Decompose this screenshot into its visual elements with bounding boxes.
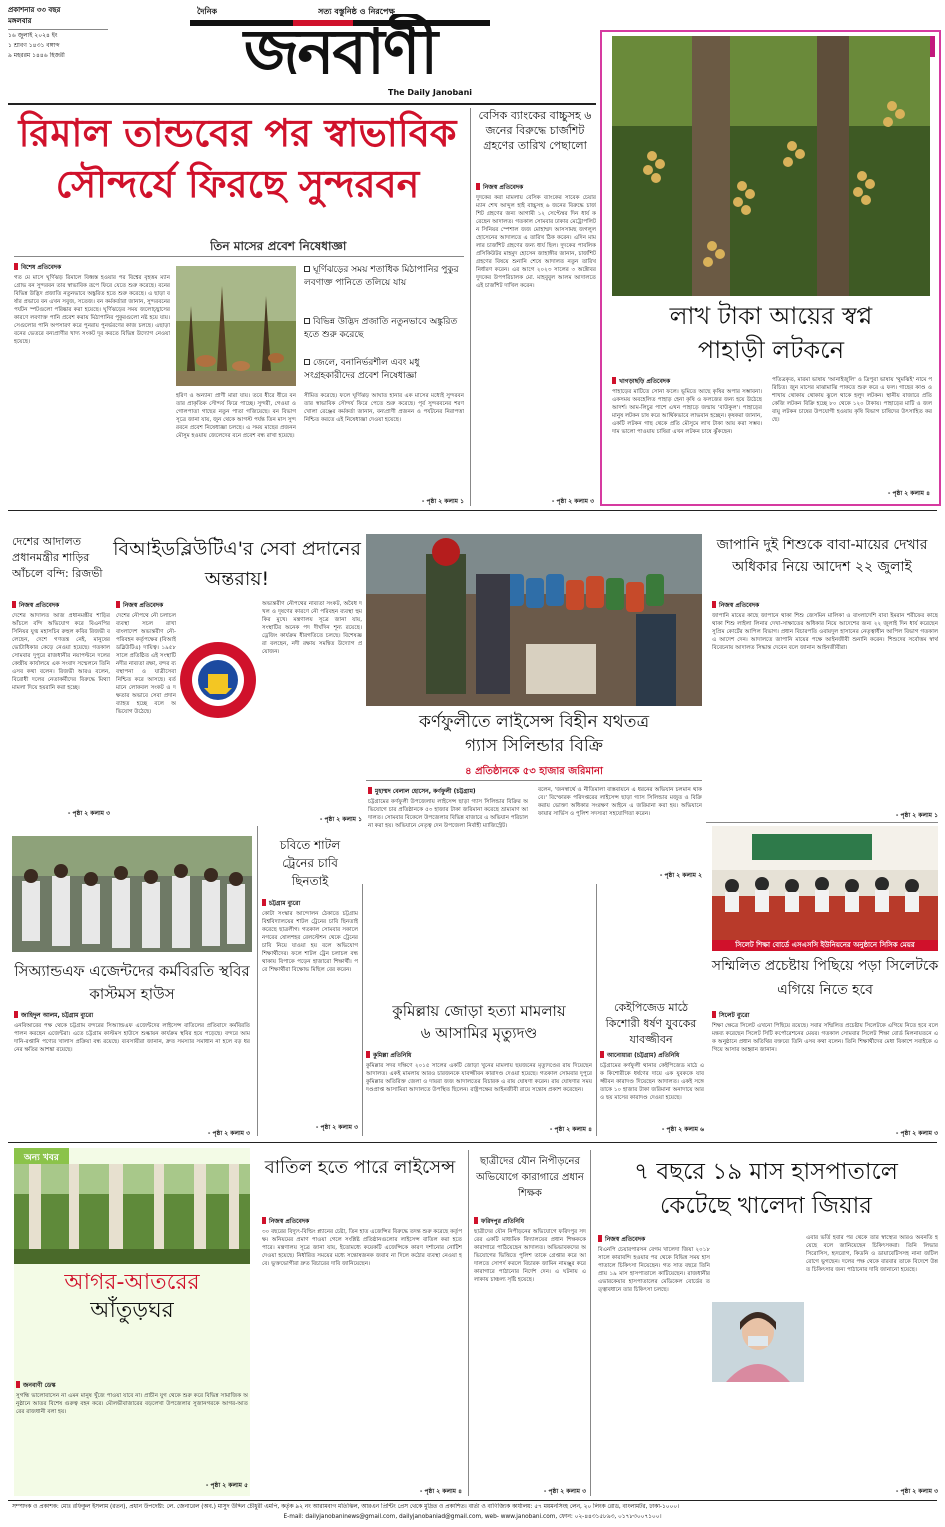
date-hijri: ৯ মহররম ১৪৪৬ হিজরী — [8, 52, 65, 59]
highlight-text: জেলে, বনানির্ভরশীল এবং মধু সংগ্রহকারীদের প্রবেশ নিষেধাজ্ঞা — [304, 358, 420, 381]
krishi-reporter: খাগড়াছড়ি প্রতিবেদক — [612, 376, 762, 387]
license-reporter: নিজস্ব প্রতিবেদক — [262, 1216, 412, 1227]
kpi-headline: কেইপিজেড মাঠে কিশোরী ধর্ষণ যুবকের যাবজ্জীবন — [605, 1001, 697, 1046]
gas-headline-2: গ্যাস সিলিন্ডার বিক্রি — [465, 736, 603, 756]
footer-rule — [8, 1500, 937, 1501]
chabi-headline: চবিতে শাটল ট্রেনের চাবি ছিনতাই — [279, 838, 341, 888]
highlight-item — [304, 264, 469, 290]
rizvi-reporter: নিজস্ব প্রতিবেদক — [12, 600, 110, 611]
gas-body-a: চট্টগ্রামের কর্ণফুলী উপজেলায় লাইসেন্স ছাড়া গ্যাস সিলিন্ডার বিক্রির অভিযোগে চার প্রতিষ্ঠানকে ৫৩ হাজার টাকা জরিমানা করেছে ভ্রাম্যমাণ আদালত। সোমবার বিকেলে উপজেলার বিভিন্ন বাজারে এ অভিযান পরিচালনা করা হয়। অভিযানে নেতৃত্ব দেন উপজেলা নির্বাহী ম্যাজিস্ট্রেট। — [368, 799, 528, 829]
section-rule — [8, 510, 937, 511]
khaleda-headline-2: কেটেছে খালেদা জিয়ার — [660, 1193, 872, 1219]
japan-reporter: নিজস্ব প্রতিবেদক — [712, 600, 862, 611]
jouna-headline: ছাত্রীদের যৌন নিপীড়নের অভিযোগে কারাগারে প্রধান শিক্ষক — [476, 1156, 584, 1199]
jouna-reporter: ফরিদপুর প্রতিনিধি — [474, 1216, 586, 1227]
highlight-text: বিভিন্ন উদ্ভিদ প্রজাতি নতুনভাবে অঙ্কুরিত হতে শুরু করেছে — [304, 317, 458, 340]
logo-text: জনবাণী — [243, 15, 437, 88]
sylhet-photo — [712, 826, 938, 940]
rizvi-body: দেশের আদালত আজ প্রধানমন্ত্রীর শাড়ির আঁচলে বন্দি অভিযোগ করে বিএনপির সিনিয়র যুগ্ম মহাসচিব রুহুল কবির রিজভী বলেছেন, দেশে গণতন্ত্র নেই, মানুষের ভোটাধিকার কেড়ে নেওয়া হয়েছে। গতকাল সোমবার দুপুরে রাজধানীর নয়াপল্টনে দলের কেন্দ্রীয় কার্যালয়ে এক সংবাদ সম্মেলনে তিনি এসব কথা বলেন। রিজভী আরও বলেন, বিরোধী দলের নেতাকর্মীদের বিরুদ্ধে মিথ্যা মামলা দিয়ে হয়রানি করা হচ্ছে। — [12, 613, 110, 691]
kpi-reporter: আনোয়ারা (চট্টগ্রাম) প্রতিনিধি — [600, 1050, 704, 1061]
col-divider — [257, 826, 258, 1136]
agar-tag: অন্য খবর — [14, 1148, 69, 1167]
footer-imprint: সম্পাদক ও প্রকাশক: মোঃ রফিকুল ইসলাম (রতন), প্রধান উপদেষ্টা: লে. জেনারেল (অব.) মাসুদ উদ্দিন চৌধুরী এমপি, কর্তৃক ৯২ নং আরামবাগ মতিঝিল, আরএন প্রিন্টিং প্রেস থেকে মুদ্রিত ও প্রকাশিত। বার্তা ও বাণিজ্যিক কার্যালয়: ৫৭ ময়মনসিংহ লেন, ২০ লিংক রোড, বাংলামটর, ঢাকা-১০০০। — [12, 1504, 680, 1510]
lead-headline-line2: সৌন্দর্যে ফিরছে সুন্দরবন — [55, 162, 420, 206]
khaleda-body-b: এবার ভর্তি হবার পর থেকে তার স্বাস্থ্যের আরও অবনতি হয়েছে বলে জানিয়েছেন চিকিৎসকরা। তিনি লিভার সিরোসিস, হৃদরোগ, কিডনি ও ডায়াবেটিসসহ নানা জটিল রোগে ভুগছেন। দলের পক্ষ থেকে বারবার তাকে বিদেশে উন্নত চিকিৎসার জন্য পাঠানোর দাবি জানানো হয়েছে। — [806, 1235, 938, 1273]
customs-headline: সিঅ্যান্ডএফ এজেন্টদের কর্মবিরতি স্থবির কাস্টমস হাউস — [14, 962, 250, 1003]
sylhet-reporter: সিলেট ব্যুরো — [712, 1010, 862, 1021]
lead-headline — [10, 108, 465, 218]
jouna-continue: - পৃষ্ঠা ২ কলাম ৩ — [543, 1488, 586, 1495]
highlight-text: ঘূর্ণিঝড়ের সময় শতাধিক মিঠাপানির পুকুর লবণাক্ত পানিতে তলিয়ে যায় — [304, 265, 459, 288]
japan-headline: জাপানি দুই শিশুকে বাবা-মায়ের দেখার অধিকার নিয়ে আদেশ ২২ জুলাই — [716, 537, 928, 575]
date-english: ১৬ জুলাই ২০২৪ ইং — [8, 32, 58, 39]
highlight-item — [304, 357, 469, 383]
col-divider — [596, 884, 597, 1136]
lead-headline-line1: রিমাল তান্ডবের পর স্বাভাবিক — [18, 111, 457, 155]
biwta-reporter: নিজস্ব প্রতিবেদক — [116, 600, 236, 611]
kpi-body: চট্টগ্রামের কর্ণফুলী থানার কেইপিজেড মাঠে এক কিশোরীকে ধর্ষণের দায়ে এক যুবককে যাবজ্জীবন কারাদণ্ড দিয়েছেন আদালত। একই সঙ্গে তাকে ১০ হাজার টাকা জরিমানা অনাদায়ে আরও ছয় মাসের কারাদণ্ড দেওয়া হয়েছে। — [600, 1063, 704, 1101]
comilla-body: কুমিল্লার সদর দক্ষিণে ২০১৫ সালের একটি জোড়া খুনের মামলায় ছয়জনের মৃত্যুদণ্ডের রায় দিয়েছেন আদালত। একই মামলায় আরও চারজনকে যাবজ্জীবন কারাদণ্ড দেওয়া হয়েছে। গতকাল সোমবার দুপুরে কুমিল্লার অতিরিক্ত জেলা ও দায়রা জজ আদালতের বিচারক এ রায় ঘোষণা করেন। রায় ঘোষণার সময় দণ্ডপ্রাপ্ত আসামিরা আদালতে উপস্থিত ছিলেন। রাষ্ট্রপক্ষের আইনজীবী রায়ে সন্তোষ প্রকাশ করেছেন। — [366, 1063, 592, 1093]
lead-body-c: সীমিত করেছে। ফলে ঘূর্ণিঝড় আঘাত হানার এক মাসের মধ্যেই সুন্দরবন তার স্বাভাবিক সৌন্দর্য ফিরে পেতে শুরু করেছে। পূর্ব সুন্দরবনের শরণখোলা রেঞ্জের কর্মকর্তা জানান, বন্যপ্রাণী প্রজনন ও পর্যটনের নিরাপত্তা নিশ্চিত করতে এই নিষেধাজ্ঞা দেওয়া হয়েছে। — [304, 393, 464, 423]
footer-contact: E-mail: dailyjanobaninews@gmail.com, dailyjanobaniad@gmail.com, web- www.janobani.com, ফোন: ০২-৪৪৩১৫৮৯৩, ০১৭৮৩০০৭১০০। — [283, 1514, 662, 1520]
date-bangla: ১ শ্রাবণ ১৪৩১ বঙ্গাব্দ — [8, 42, 60, 49]
gas-subhead: ৪ প্রতিষ্ঠানকে ৫৩ হাজার জরিমানা — [465, 766, 603, 777]
license-continue: - পৃষ্ঠা ২ কলাম ৪ — [419, 1488, 462, 1495]
khaleda-reporter: নিজস্ব প্রতিবেদক — [598, 1234, 708, 1245]
daily-label: দৈনিক — [197, 7, 218, 16]
chabi-body: কোটা সংস্কার আন্দোলন ঠেকাতে চট্টগ্রাম বিশ্ববিদ্যালয়ের শাটল ট্রেনের চাবি ছিনতাই করেছে ছাত্রলীগ। গতকাল সোমবার সকালে নগরের ষোলশহর রেলস্টেশন থেকে ট্রেনের চাবি নিয়ে যাওয়া হয় বলে অভিযোগ শিক্ষার্থীদের। ফলে শাটল ট্রেন চলাচল বন্ধ থাকায় বিপাকে পড়েন হাজারো শিক্ষার্থী। পরে শিক্ষার্থীরা বিক্ষোভ মিছিল বের করেন। — [262, 911, 358, 973]
day-label: মঙ্গলবার — [8, 17, 32, 25]
biwta-logo — [178, 640, 258, 720]
gas-rule — [366, 780, 702, 781]
biwta-continue: - পৃষ্ঠা ২ কলাম ১ — [319, 816, 362, 823]
gas-headline-1: কর্ণফুলীতে লাইসেন্স বিহীন যথতত্র — [418, 712, 650, 732]
comilla-headline-2: ৬ আসামির মৃত্যুদণ্ড — [420, 1024, 538, 1042]
lead-continue: - পৃষ্ঠা ২ কলাম ১ — [421, 498, 464, 505]
rizvi-continue: - পৃষ্ঠা ২ কলাম ৩ — [67, 810, 110, 817]
masthead-rule — [8, 103, 596, 105]
col-divider — [362, 884, 363, 1136]
lotkon-photo — [612, 36, 930, 296]
agar-box — [14, 1148, 250, 1496]
comilla-continue: - পৃষ্ঠা ২ কলাম ৪ — [549, 1126, 592, 1133]
basic-bank-body: দুদকের করা মামলায় বেসিক ব্যাংকের সাবেক চেয়ারম্যান শেখ আব্দুল হাই বাচ্চুসহ ৬ জনের বিরুদ্ধে চার্জশিট গ্রহণের জন্য আগামী ১২ সেপ্টেম্বর দিন ধার্য করেছেন আদালত। গতকাল সোমবার ঢাকার মেট্রোপলিটন সিনিয়র স্পেশাল জজ মোহাম্মদ আসসামছ জগলুল হোসেনের আদালতে এ তারিখ ঠিক করেন। এদিন মামলার চার্জশিট গ্রহণের জন্য ধার্য ছিল। দুদকের পাবলিক প্রসিকিউটর মাহমুদ হোসেন জাহাঙ্গীর জানান, চার্জশিট গ্রহণের বিষয়ে শুনানি শেষে আদালত নতুন তারিখ নির্ধারণ করেন। এর আগে ২০২৩ সালের ৩ অক্টোবর দুদকের উপপরিচালক মো. মাহবুবুল আলম আদালতে এই চার্জশিট দাখিল করেন। — [476, 195, 596, 289]
comilla-reporter: কুমিল্লা প্রতিনিধি — [366, 1050, 516, 1061]
gas-continue: - পৃষ্ঠা ২ কলাম ২ — [659, 872, 702, 879]
gas-reporter: মুহাম্মদ বেলাল হোসেন, কর্ণফুলী (চট্টগ্রাম) — [368, 786, 568, 797]
agar-continue: - পৃষ্ঠা ২ কলাম ৫ — [205, 1482, 248, 1489]
col-divider — [468, 1150, 469, 1496]
year-line: প্রকাশনার ৩৩ বছর — [8, 6, 61, 14]
basic-bank-continue: - পৃষ্ঠা ২ কলাম ৩ — [551, 498, 594, 505]
chabi-reporter: চট্টগ্রাম ব্যুরো — [262, 898, 358, 909]
highlight-item — [304, 316, 469, 342]
lead-body-b: হরিণ ও অন্যান্য প্রাণী মারা যায়। তবে ধীরে ধীরে বন তার প্রাকৃতিক সৌন্দর্য ফিরে পাচ্ছে। সুন্দরী, গেওয়া ও গোলপাতা গাছের নতুন পাতা গজিয়েছে। বন বিভাগ সূত্রে জানা যায়, জুন থেকে আগস্ট পর্যন্ত তিন মাস সুন্দরবনে প্রবেশ নিষেধাজ্ঞা চলছে। এ সময় মাছের প্রজনন মৌসুম হওয়ায় জেলেদের বনে প্রবেশ বন্ধ রাখা হয়েছে। — [176, 393, 296, 439]
krishi-body-a: পাহাড়ের মাটিতে সোনা ফলে। ভূমিতে আছে কৃষির অপার সম্ভাবনা। একসময় অবহেলিত পাহাড় হেনা কৃষি ও ফলজের জন্য হয়ে উঠেছে আদর্শ। আম-লিচুর পাশে এখন পাহাড়ে জন্মায় 'বাউকুল'। পাহাড়ের মানুষ লটকন চাষ করে আর্থিকভাবে লাভবান হচ্ছেন। কৃষকরা জানান, একটি লটকন গাছ থেকে প্রতি মৌসুমে লাখ টাকা আয় করা সম্ভব। দাম ভালো পাওয়ায় চাষিরা এখন লটকন চাষে ঝুঁকছেন। — [612, 389, 762, 435]
krishi-continue: - পৃষ্ঠা ২ কলাম ৪ — [887, 490, 930, 497]
section-rule — [706, 822, 938, 823]
customs-body: এনবিআরের পক্ষ থেকে চট্টগ্রাম বন্দরের সিঅ্যান্ডএফ এজেন্টদের লাইসেন্স বাতিলের প্রতিবাদে কর্মবিরতি পালন করছেন এজেন্টরা। এতে চট্টগ্রাম কাস্টমস হাউসে শুল্কায়ন কার্যক্রম স্থবির হয়ে পড়েছে। বন্দরে আমদানি-রপ্তানি পণ্যের খালাস প্রক্রিয়া বন্ধ রয়েছে। ব্যবসায়ীরা জানান, দ্রুত সমস্যার সমাধান না হলে বড় ধরনের ক্ষতির আশঙ্কা রয়েছে। — [14, 1023, 250, 1053]
sylhet-headline: সম্মিলিত প্রচেষ্টায় পিছিয়ে পড়া সিলেটকে এগিয়ে নিতে হবে — [711, 958, 939, 998]
lead-subhead: তিন মাসের প্রবেশ নিষেধাজ্ঞা — [210, 239, 347, 253]
japan-body: জাপানি মায়ের কাছে জাপানে থাকা শিশু জেসমিন মালিকা ও বাংলাদেশি বাবা ইমরান শরীফের কাছে থাকা শিশু লাইলা লিনার দেখা-সাক্ষাতের অধিকার নিয়ে আদেশের জন্য ২২ জুলাই দিন ধার্য করেছেন সুপ্রিম কোর্টের আপিল বিভাগ। প্রধান বিচারপতি ওবায়দুল হাসানের নেতৃত্বাধীন আপিল বিভাগ গতকাল এ আদেশ দেন। আদালতে জাপানি মায়ের পক্ষে আইনজীবী শুনানি করেন। শিশুদের সর্বোত্তম স্বার্থ বিবেচনায় আদালত সিদ্ধান্ত দেবেন বলে জানান আইনজীবীরা। — [712, 613, 938, 651]
col-divider — [590, 1150, 591, 1496]
biwta-body-a: দেশের নৌপথে নৌ চলাচল ব্যবস্থা সচল রাখা বাংলাদেশ অভ্যন্তরীণ নৌ-পরিবহন কর্তৃপক্ষের (বিআইডব্লিউটিএ) দায়িত্ব। ১৯৫৮ সালে প্রতিষ্ঠিত এই সংস্থাটি নদীর নাব্যতা রক্ষা, বন্দর ব্যবস্থাপনা ও যাত্রীসেবা নিশ্চিত করে আসছে। বর্তমানে লোকবল সংকট ও দক্ষতার অভাবে সেবা প্রদান ব্যাহত হচ্ছে বলে অভিযোগ উঠেছে। — [116, 613, 176, 715]
khaleda-continue: - পৃষ্ঠা ২ কলাম ৩ — [895, 1488, 938, 1495]
comilla-headline-1: কুমিল্লায় জোড়া হত্যা মামলায় — [392, 1002, 566, 1020]
biwta-body-b: অভ্যন্তরীণ নৌপথের নাব্যতা সংকট, অবৈধ দখল ও দূষণের কারণে নৌ পরিবহন ব্যবস্থা হুমকির মুখে। মন্ত্রণালয় সূত্রে জানা যায়, সংস্থাটির অনেক পদ দীর্ঘদিন শূন্য রয়েছে। ড্রেজিং কার্যক্রম ধীরগতিতে চলছে। বিশেষজ্ঞরা বলছেন, নদী রক্ষায় সমন্বিত উদ্যোগ প্রয়োজন। — [262, 601, 362, 655]
customs-reporter: জাহিদুল আলম, চট্টগ্রাম ব্যুরো — [14, 1010, 214, 1021]
japan-continue: - পৃষ্ঠা ২ কলাম ১ — [895, 812, 938, 819]
rizvi-headline: দেশের আদালত প্রধানমন্ত্রীর শাড়ির আঁচলে বন্দি: রিজভী — [12, 535, 103, 580]
section-rule — [8, 1142, 937, 1143]
sylhet-caption: সিলেট শিক্ষা বোর্ডে এসএসসি ইউনিয়নের অনুষ্ঠানে সিসিক মেয়র — [712, 940, 938, 951]
kpi-continue: - পৃষ্ঠা ২ কলাম ৬ — [661, 1126, 704, 1133]
krishi-headline-1: লাখ টাকা আয়ের স্বপ্ন — [669, 302, 873, 330]
square-bullet-icon — [304, 318, 310, 324]
gas-body-b: বলেন, 'জনস্বার্থে ও নীতিমালা বাস্তবায়নে এ ধরনের অভিযান চলমান থাকবে।' বিস্ফোরক পরিদপ্তরের লাইসেন্স ছাড়া গ্যাস সিলিন্ডার মজুত ও বিক্রি করায় ভোক্তা অধিকার সংরক্ষণ আইনে এ জরিমানা করা হয়। অভিযানে ফায়ার সার্ভিস ও পুলিশ সদস্যরা সহযোগিতা করেন। — [538, 787, 702, 817]
sylhet-continue: - পৃষ্ঠা ২ কলাম ৩ — [895, 1130, 938, 1137]
customs-continue: - পৃষ্ঠা ২ কলাম ৩ — [207, 1130, 250, 1137]
agar-body: সুগন্ধি ভালোবাসেন না এমন মানুষ খুঁজে পাওয়া যাবে না। প্রাচীন যুগ থেকে শুরু করে বিভিন্ন সামাজিক অনুষ্ঠানে আতর বিশেষ গুরুত্ব বহন করে। মৌলভীবাজারের বড়লেখা উপজেলার সুজানগরকে আগর-আতরের রাজধানী বলা হয়। — [16, 1393, 248, 1415]
krishi-body-b: পতিত্রকৃত, মারমা ভাষায় 'আনাইজুলি' ও ত্রিপুরা ভাষায় 'থুমঝিই' নামে পরিচিত। জুন মাসের মাঝামাঝি পাকতে শুরু করে এ ফল। গাছের কাণ্ড ও শাখায় থোকায় থোকায় ঝুলে থাকে হলুদ লটকন। স্থানীয় বাজারে প্রতি কেজি লটকন বিক্রি হচ্ছে ৮০ থেকে ১২০ টাকায়। পাহাড়ের মাটি ও জলবায়ু লটকন চাষের উপযোগী হওয়ায় কৃষি বিভাগ চাষিদের উৎসাহিত করছে। — [772, 377, 932, 423]
lead-sub-rule — [14, 256, 464, 257]
sundarban-photo — [176, 266, 296, 386]
gas-cylinder-photo — [366, 534, 702, 706]
license-body: ৩০ বছরের বিদ্যুৎ-বিল্ডিং প্ল্যানের চেষ্টা, তিন হাত এজেন্সির বিরুদ্ধে তদন্ত শুরু করেছে কর্তৃপক্ষ। অনিয়মের প্রমাণ পাওয়া গেলে সংশ্লিষ্ট প্রতিষ্ঠানগুলোর লাইসেন্স বাতিল করা হতে পারে। মন্ত্রণালয় সূত্রে জানা যায়, ইতোমধ্যে কয়েকটি এজেন্সিকে কারণ দর্শানোর নোটিশ দেওয়া হয়েছে। নির্ধারিত সময়ের মধ্যে সন্তোষজনক জবাব না দিলে কঠোর ব্যবস্থা নেওয়া হবে। ভুক্তভোগীরা দ্রুত বিচারের দাবি জানিয়েছেন। — [262, 1229, 462, 1267]
krishi-box — [600, 30, 941, 506]
agar-reporter: জনবাণী ডেস্ক — [16, 1380, 166, 1391]
lead-body-a: গত মে মাসে ঘূর্ণিঝড় রিমালে বিধ্বস্ত হওয়ার পর বিশ্বের বৃহত্তম ম্যানগ্রোভ বন সুন্দরবন তার স্বাভাবিক রূপে ফিরে যেতে শুরু করেছে। বনের বিভিন্ন উদ্ভিদ প্রজাতি নতুনভাবে অঙ্কুরিত হতে শুরু করেছে। এ ছাড়া বর্ষার প্রভাবে বন এখন সবুজ, সতেজ। বন কর্মকর্তারা জানান, সুন্দরবনের পর্যটন স্পটগুলো পরিষ্কার করা হয়েছে। ঘূর্ণিঝড়ের সময় জলোচ্ছ্বাসের কারণে লবণাক্ত পানি প্রবেশ করায় মিঠাপানির পুকুরগুলো নষ্ট হয়ে যায়। সেগুলোর পানি অপসারণ করে পুনরায় পুনর্ভরণের কাজ চলছে। এছাড়া বনের ভেতরে বন্যপ্রাণীর খাদ্য সংকট দূর করতে বিভিন্ন উদ্যোগ নেওয়া হয়েছে। — [14, 275, 170, 345]
agar-photo — [14, 1164, 250, 1264]
biwta-headline: বিআইডব্লিউটিএ'র সেবা প্রদানের অন্তরায়! — [113, 538, 361, 590]
masthead-logo — [190, 12, 490, 96]
square-bullet-icon — [304, 266, 310, 272]
chabi-continue: - পৃষ্ঠা ২ কলাম ৩ — [315, 1124, 358, 1131]
customs-photo — [12, 836, 252, 952]
square-bullet-icon — [304, 359, 310, 365]
khaleda-photo — [712, 1302, 804, 1382]
basic-bank-reporter: নিজস্ব প্রতিবেদক — [476, 182, 594, 193]
krishi-headline-2: পাহাড়ী লটকনে — [697, 336, 845, 364]
license-headline: বাতিল হতে পারে লাইসেন্স — [264, 1157, 456, 1178]
divider — [8, 29, 108, 30]
khaleda-headline-1: ৭ বছরে ১৯ মাস হাসপাতালে — [634, 1159, 898, 1185]
slogan: সত্য বস্তুনিষ্ঠ ও নিরপেক্ষ — [318, 7, 395, 16]
agar-headline-1: আগর-আতরের — [64, 1270, 200, 1295]
logo-english: The Daily Janobani — [388, 88, 473, 97]
col-divider — [470, 108, 471, 506]
basic-bank-headline: বেসিক ব্যাংকের বাচ্চুসহ ৬ জনের বিরুদ্ধে চার্জশিট গ্রহণের তারিখ পেছালো — [478, 109, 592, 152]
jouna-body: ছাত্রীদের যৌন নিপীড়নের অভিযোগে ফরিদপুর সদরের একটি মাধ্যমিক বিদ্যালয়ের প্রধান শিক্ষককে কারাগারে পাঠিয়েছেন আদালত। অভিভাবকদের অভিযোগের ভিত্তিতে পুলিশ তাকে গ্রেপ্তার করে আদালতে সোপর্দ করলে বিচারক জামিন নামঞ্জুর করে কারাগারে পাঠানোর নির্দেশ দেন। এ ঘটনায় এলাকায় চাঞ্চল্য সৃষ্টি হয়েছে। — [474, 1229, 586, 1283]
agar-headline-2: আঁতুড়ঘর — [90, 1298, 174, 1323]
sylhet-body: শিক্ষা ক্ষেত্রে সিলেট এখনো পিছিয়ে রয়েছে। সবার সম্মিলিত প্রচেষ্টায় সিলেটকে এগিয়ে নিতে হবে বলে মন্তব্য করেছেন সিলেট সিটি কর্পোরেশনের মেয়র। গতকাল সোমবার সিলেট শিক্ষা বোর্ড মিলনায়তনে এক অনুষ্ঠানে প্রধান অতিথির বক্তব্যে তিনি এসব কথা বলেন। তিনি শিক্ষার্থীদের মেধা বিকাশে সবাইকে এগিয়ে আসার আহ্বান জানান। — [712, 1023, 938, 1053]
khaleda-body-a: বিএনপি চেয়ারপারসন বেগম খালেদা জিয়া ২০১৮ সালে কারাবন্দি হওয়ার পর থেকে বিভিন্ন সময় হাসপাতালে চিকিৎসা নিয়েছেন। গত সাত বছরে তিনি প্রায় ১৯ মাস হাসপাতালে কাটিয়েছেন। রাজধানীর এভারকেয়ার হাসপাতালের মেডিকেল বোর্ডের তত্ত্বাবধানে তার চিকিৎসা চলছে। — [598, 1247, 710, 1293]
lead-highlights — [304, 264, 469, 389]
lead-reporter: বিশেষ প্রতিবেদক — [14, 262, 164, 273]
